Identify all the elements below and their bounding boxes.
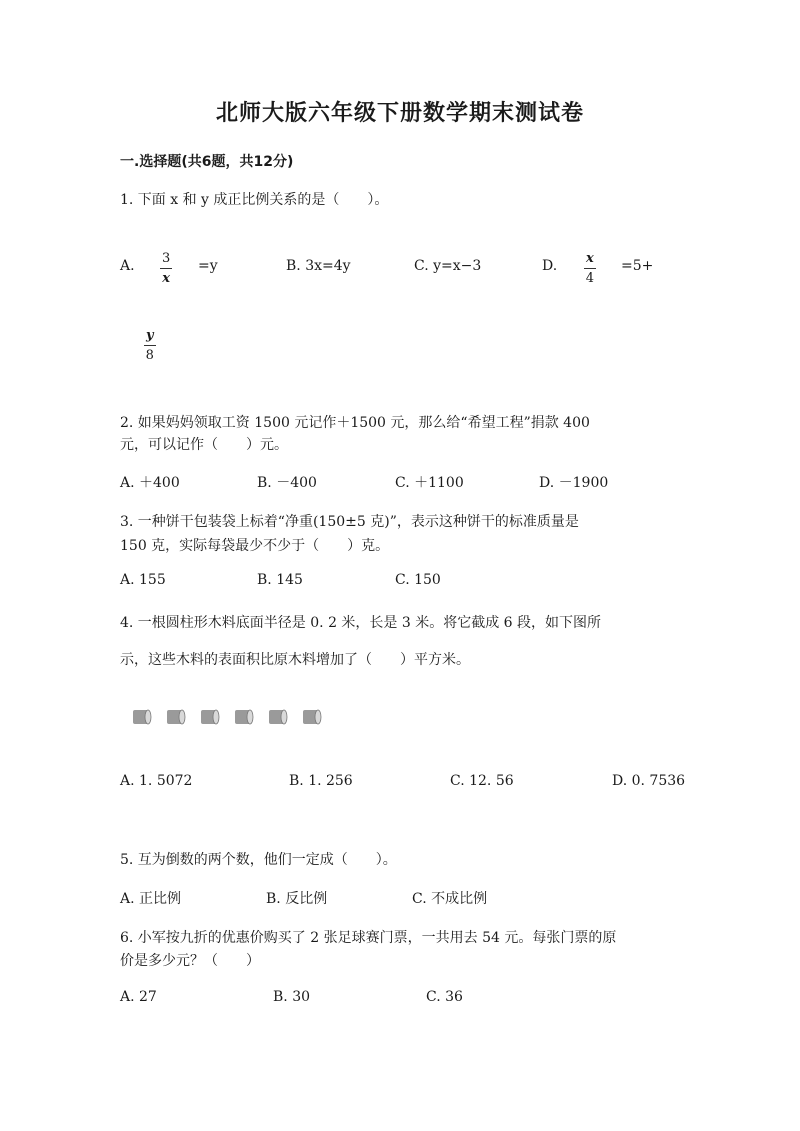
cylinder-piece-icon — [266, 708, 288, 726]
q4-option-c: C. 12. 56 — [450, 773, 514, 789]
q3-stem-line-2: 150 克，实际每袋最少不少于（ ）克。 — [120, 538, 390, 554]
cylinder-piece-icon — [130, 708, 152, 726]
q2-option-b: B. －400 — [257, 475, 317, 491]
q4-stem-line-2: 示，这些木料的表面积比原木料增加了（ ）平方米。 — [120, 652, 470, 668]
fraction-numerator: x — [584, 252, 596, 269]
q1-option-a-tail: =y — [198, 258, 218, 274]
q4-option-b: B. 1. 256 — [289, 773, 353, 789]
q1-option-a-label: A. — [120, 258, 135, 274]
fraction-denominator: x — [162, 271, 171, 286]
q3-option-a: A. 155 — [120, 572, 166, 588]
q1-option-c: C. y=x−3 — [414, 258, 482, 274]
fraction-numerator: y — [144, 329, 156, 346]
q4-option-a: A. 1. 5072 — [120, 773, 193, 789]
fraction-numerator: 3 — [160, 252, 172, 269]
q1-option-d-label: D. — [542, 258, 558, 274]
q1-option-d-fraction-1 — [584, 252, 596, 285]
cylinder-piece-icon — [232, 708, 254, 726]
q3-option-b: B. 145 — [257, 572, 303, 588]
q4-stem-line-1: 4. 一根圆柱形木料底面半径是 0. 2 米，长是 3 米。将它截成 6 段，如下图所 — [120, 615, 602, 631]
q6-option-a: A. 27 — [120, 989, 157, 1005]
q1-option-d-tail: =5+ — [621, 258, 654, 274]
q1-option-a-fraction — [160, 252, 172, 285]
section-heading: 一.选择题(共6题，共12分) — [120, 154, 294, 170]
q3-stem-line-1: 3. 一种饼干包装袋上标着“净重(150±5 克)”，表示这种饼干的标准质量是 — [120, 514, 579, 530]
page-title: 北师大版六年级下册数学期末测试卷 — [215, 101, 584, 126]
q1-option-b: B. 3x=4y — [286, 258, 351, 274]
q1-stem: 1. 下面 x 和 y 成正比例关系的是（ ）。 — [120, 192, 389, 208]
q5-option-c: C. 不成比例 — [412, 891, 488, 907]
q2-stem-line-1: 2. 如果妈妈领取工资 1500 元记作＋1500 元，那么给“希望工程”捐款 400 — [120, 415, 590, 431]
q2-option-c: C. ＋1100 — [395, 475, 464, 491]
cylinder-piece-icon — [164, 708, 186, 726]
fraction-denominator: 8 — [145, 348, 154, 363]
q6-stem-line-1: 6. 小军按九折的优惠价购买了 2 张足球赛门票，一共用去 54 元。每张门票的原 — [120, 930, 617, 946]
q5-option-a: A. 正比例 — [120, 891, 182, 907]
q6-option-c: C. 36 — [426, 989, 463, 1005]
cylinder-piece-icon — [300, 708, 322, 726]
q6-option-b: B. 30 — [273, 989, 311, 1005]
q6-stem-line-2: 价是多少元？（ ） — [120, 953, 260, 969]
q2-stem-line-2: 元，可以记作（ ）元。 — [120, 437, 288, 453]
fraction-denominator: 4 — [585, 271, 595, 286]
q1-option-d-fraction-2 — [144, 329, 156, 362]
q3-option-c: C. 150 — [395, 572, 441, 588]
q2-option-a: A. ＋400 — [120, 475, 180, 491]
q4-option-d: D. 0. 7536 — [612, 773, 686, 789]
q5-option-b: B. 反比例 — [266, 891, 328, 907]
cylinder-piece-icon — [198, 708, 220, 726]
q2-option-d: D. －1900 — [539, 475, 609, 491]
q5-stem: 5. 互为倒数的两个数，他们一定成（ ）。 — [120, 852, 397, 868]
